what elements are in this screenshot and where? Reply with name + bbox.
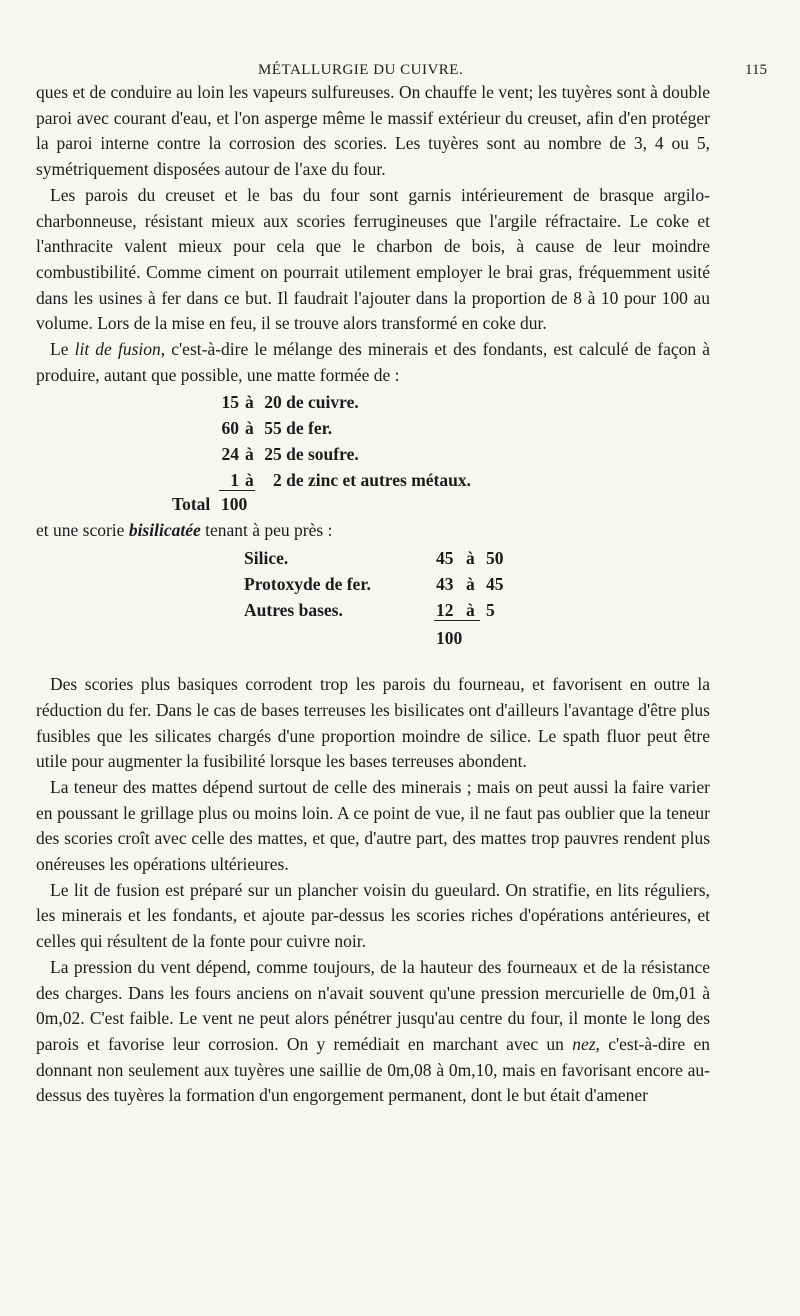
page-number: 115 — [745, 62, 767, 78]
slag-total-rule — [434, 620, 480, 621]
matte-row: 24 à 25 de soufre. — [221, 444, 359, 465]
paragraph-lit-de-fusion — [36, 337, 710, 388]
lit-suffix: , c'est-à-dire le mélange des minerais et des fondants, est calculé de façon à produire, autant que possible, une matte formée de : — [36, 339, 710, 385]
pression-term: nez — [572, 1033, 596, 1054]
lit-term: lit de fusion — [74, 339, 161, 360]
paragraph-preparation-lit: Le lit de fusion est préparé sur un plancher voisin du gueulard. On stratifie, en lits réguliers, les minerais et les fondants, et ajoute par-dessus les scories riches d'opérations antérieures, et celles qui résultent de la fonte pour cuivre noir. — [36, 879, 710, 952]
paragraph-tuyeres: ques et de conduire au loin les vapeurs sulfureuses. On chauffe le vent; les tuyères sont à double paroi avec courant d'eau, et l'on asperge même le massif extérieur du creuset, afin d'en protéger la paroi interne contre la corrosion des scories. Les tuyères sont au nombre de 3, 4 ou 5, symétriquement disposées autour de l'axe du four. — [36, 82, 710, 180]
scorie-suffix: tenant à peu près : — [200, 520, 333, 541]
lit-prefix: Le — [50, 339, 75, 360]
paragraph-scorie — [36, 518, 710, 544]
paragraph-teneur-mattes: La teneur des mattes dépend surtout de celle des minerais ; mais on peut aussi la faire varier en poussant le grillage plus ou moins loin. A ce point de vue, il ne faut pas oublier que la teneur des scories croît avec celle des mattes, et que, d'autre part, des mattes trop pauvres rendent plus onéreuses les opérations ultérieures. — [36, 776, 710, 875]
scorie-prefix: et une scorie — [36, 520, 129, 541]
matte-total-row — [36, 492, 710, 518]
matte-row: 1 à 2 de zinc et autres métaux. — [230, 470, 471, 491]
total-rule — [219, 490, 255, 491]
paragraph-scories-basiques: Des scories plus basiques corrodent trop les parois du fourneau, et favorisent en outre la réduction du fer. Dans le cas de bases terreuses les bisilicates ont d'ailleurs l'avantage d'être plus fusibles que les silicates chargés d'une proportion moindre de silice. Le spath fluor peut être utile pour augmenter la fusibilité lorsque les bases terreuses abondent. — [36, 674, 710, 772]
pression-part1: La pression du vent dépend, comme toujours, de la hauteur des fourneaux et de la résistance des charges. Dans les fours anciens on n'avait souvent qu'une pression mercurielle de 0m,01 à 0m,02. C'est faible. Le vent ne peut alors pénétrer jusqu'au centre du four, il monte le long des parois et favorise leur corrosion. On y remédiait en marchant avec un — [36, 956, 710, 1054]
running-title: MÉTALLURGIE DU CUIVRE. — [258, 62, 464, 78]
pression-part2: , c'est-à-dire en donnant non seulement aux tuyères une saillie de 0m,08 à 0m,10, mais en favorisant encore au-dessus des tuyères la formation d'un engorgement permanent, dont le but était d'amener — [36, 1033, 710, 1106]
total-label: Total — [172, 494, 211, 515]
scorie-term: bisilicatée — [128, 520, 201, 541]
paragraph-brasque: Les parois du creuset et le bas du four sont garnis intérieurement de brasque argilo-charbonneuse, résistant mieux aux scories ferrugineuses que l'argile réfractaire. Le coke et l'anthracite valent mieux pour cela que le charbon de bois, à cause de leur moindre combustibilité. Comme ciment on pourrait utilement employer le brai gras, fréquemment usité dans les usines à fer dans ce but. Il faudrait l'ajouter dans la proportion de 8 à 10 pour 100 au volume. Lors de la mise en feu, il se trouve alors transformé en coke dur. — [36, 184, 710, 334]
matte-row: 60 à 55 de fer. — [221, 418, 333, 439]
matte-row: 15 à 20 de cuivre. — [221, 392, 359, 413]
body-text — [36, 80, 710, 1109]
paragraph-pression-vent — [36, 955, 710, 1109]
total-value: 100 — [221, 494, 248, 515]
slag-total: 100 — [436, 628, 463, 649]
slag-composition-table: Silice. 45 à 50 Protoxyde de fer. 43 à 45 Autres bases. 12 à 5 100 — [36, 544, 710, 672]
matte-composition-table — [36, 388, 710, 492]
